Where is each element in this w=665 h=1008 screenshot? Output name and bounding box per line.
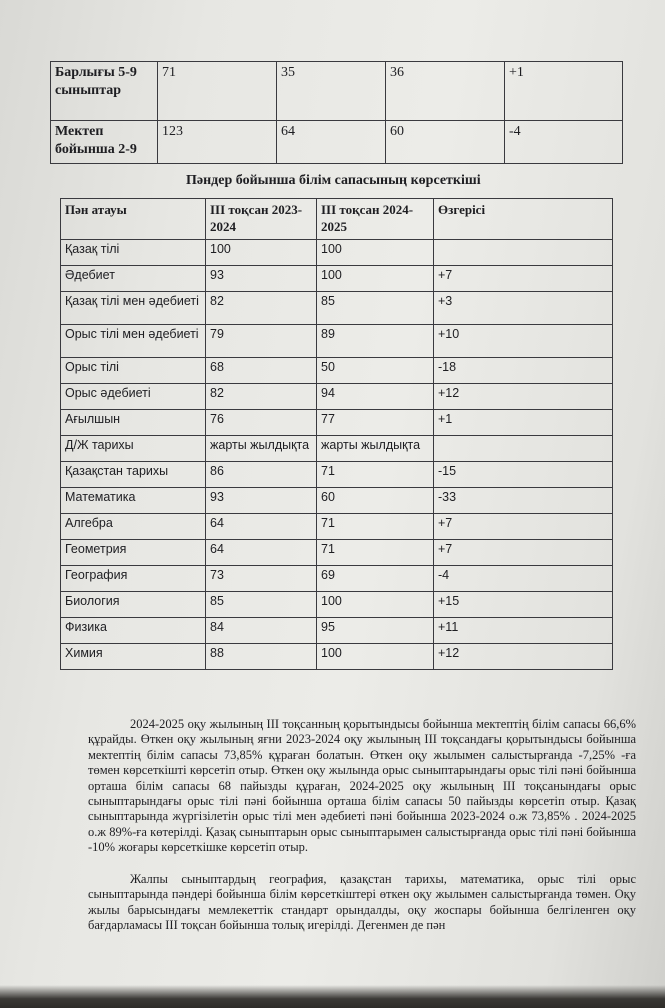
value-2024-2025-cell: 100 [317,266,434,292]
subject-name-cell: Әдебиет [61,266,206,292]
background-edge [0,985,665,1008]
change-cell: +15 [434,592,613,618]
change-cell: -15 [434,462,613,488]
table-row [51,62,623,121]
summary-cell: 71 [158,62,277,121]
value-2023-2024-cell: 76 [206,410,317,436]
subject-name-cell: Қазақ тілі [61,240,206,266]
table-row [61,566,613,592]
summary-row-label: Мектеп бойынша 2-9 [51,121,158,164]
value-2023-2024-cell: 64 [206,540,317,566]
value-2023-2024-cell: 84 [206,618,317,644]
value-2023-2024-cell: 64 [206,514,317,540]
value-2023-2024-cell: 82 [206,292,317,325]
table-row [61,410,613,436]
summary-cell: +1 [505,62,623,121]
summary-cell: 64 [277,121,386,164]
subject-name-cell: Қазақ тілі мен әдебиеті [61,292,206,325]
value-2023-2024-cell: жарты жылдықта [206,436,317,462]
change-cell: +7 [434,540,613,566]
value-2024-2025-cell: 85 [317,292,434,325]
header-q3-2023-2024: III тоқсан 2023-2024 [206,199,317,240]
change-cell: +11 [434,618,613,644]
table-row [61,358,613,384]
value-2024-2025-cell: 94 [317,384,434,410]
subject-name-cell: Геометрия [61,540,206,566]
summary-cell: 60 [386,121,505,164]
subject-name-cell: Орыс тілі [61,358,206,384]
table-row [61,292,613,325]
header-subject-name: Пән атауы [61,199,206,240]
table-row [61,514,613,540]
summary-cell: 36 [386,62,505,121]
value-2024-2025-cell: 100 [317,592,434,618]
value-2023-2024-cell: 86 [206,462,317,488]
table-row [61,488,613,514]
table-row [61,540,613,566]
value-2023-2024-cell: 100 [206,240,317,266]
value-2024-2025-cell: 71 [317,462,434,488]
value-2023-2024-cell: 73 [206,566,317,592]
table-row [61,325,613,358]
subject-name-cell: География [61,566,206,592]
table-caption: Пәндер бойынша білім сапасының көрсеткіші [186,173,481,188]
subject-name-cell: Ағылшын [61,410,206,436]
table-row [61,240,613,266]
summary-cell: -4 [505,121,623,164]
value-2024-2025-cell: 100 [317,644,434,670]
value-2024-2025-cell: 71 [317,540,434,566]
change-cell: +12 [434,644,613,670]
value-2023-2024-cell: 93 [206,488,317,514]
header-change: Өзгерісі [434,199,613,240]
subject-name-cell: Биология [61,592,206,618]
subject-name-cell: Орыс әдебиеті [61,384,206,410]
table-row [61,618,613,644]
change-cell [434,240,613,266]
summary-row-label: Барлығы 5-9 сыныптар [51,62,158,121]
change-cell: +10 [434,325,613,358]
change-cell: +7 [434,266,613,292]
value-2024-2025-cell: 89 [317,325,434,358]
value-2024-2025-cell: 60 [317,488,434,514]
analysis-paragraph: Жалпы сыныптардың география, қазақстан тарихы, математика, орыс тілі орыс сыныптарында пәндері бойынша білім көрсеткіштері өткен оқу жылымен салыстырғанда төмен. Оқу жылы барысындағы мемлекеттік стандарт орындалды, оқу жоспары бойынша белгіленген оқу бағдарламасы III тоқсан бойынша толық игерілді. Дегенмен де пән [88,872,636,933]
analysis-paragraph: 2024-2025 оқу жылының III тоқсанның қорытындысы бойынша мектептің білім сапасы 66,6% құрайды. Өткен оқу жылының яғни 2023-2024 оқу жылының III тоқсандағы қорытындысы бойынша мектептің білім сапасы 73,85% құраған болатын. Өткен оқу жылымен салыстырғанда -7,25% -ға төмен көрсеткішті көрсетіп отыр. Өткен оқу жылында орыс сыныптарындағы орыс тілі пәні бойынша орташа білім сапасы 68 пайызды құраған, 2024-2025 оқу жылының III тоқсанындағы орыс сыныптарындағы орыс тілі пәні бойынша орташа білім сапасы 50 пайызды көрсетіп отыр. Қазақ сыныптарында жүргізілетін орыс тілі мен әдебиеті пәні бойынша 2023-2024 о.ж 73,85% . 2024-2025 о.ж 89%-ға көтерілді. Қазақ сыныптарын орыс сыныптарымен салыстырғанда орыс тілі пәні бойынша -10% жоғары көрсеткішке көрсетіп отыр. [88,717,636,855]
value-2023-2024-cell: 79 [206,325,317,358]
table-row [61,436,613,462]
header-q3-2024-2025: III тоқсан 2024-2025 [317,199,434,240]
value-2023-2024-cell: 88 [206,644,317,670]
table-row [61,266,613,292]
table-row [61,462,613,488]
subject-name-cell: Химия [61,644,206,670]
value-2024-2025-cell: 100 [317,240,434,266]
change-cell: +3 [434,292,613,325]
subject-name-cell: Физика [61,618,206,644]
change-cell: -33 [434,488,613,514]
subject-name-cell: Қазақстан тарихы [61,462,206,488]
value-2023-2024-cell: 68 [206,358,317,384]
change-cell: -18 [434,358,613,384]
change-cell: +1 [434,410,613,436]
table-header-row [61,199,613,240]
change-cell: +7 [434,514,613,540]
change-cell: -4 [434,566,613,592]
change-cell [434,436,613,462]
summary-cell: 123 [158,121,277,164]
value-2024-2025-cell: 95 [317,618,434,644]
table-row [51,121,623,164]
subject-name-cell: Орыс тілі мен әдебиеті [61,325,206,358]
subjects-table [60,198,613,670]
summary-cell: 35 [277,62,386,121]
subject-name-cell: Д/Ж тарихы [61,436,206,462]
value-2024-2025-cell: жарты жылдықта [317,436,434,462]
value-2023-2024-cell: 85 [206,592,317,618]
value-2024-2025-cell: 50 [317,358,434,384]
subject-name-cell: Математика [61,488,206,514]
subjects-table-body [61,240,613,670]
summary-table [50,61,623,164]
change-cell: +12 [434,384,613,410]
table-row [61,384,613,410]
value-2024-2025-cell: 77 [317,410,434,436]
subject-name-cell: Алгебра [61,514,206,540]
value-2024-2025-cell: 69 [317,566,434,592]
value-2024-2025-cell: 71 [317,514,434,540]
table-row [61,592,613,618]
table-row [61,644,613,670]
value-2023-2024-cell: 93 [206,266,317,292]
value-2023-2024-cell: 82 [206,384,317,410]
